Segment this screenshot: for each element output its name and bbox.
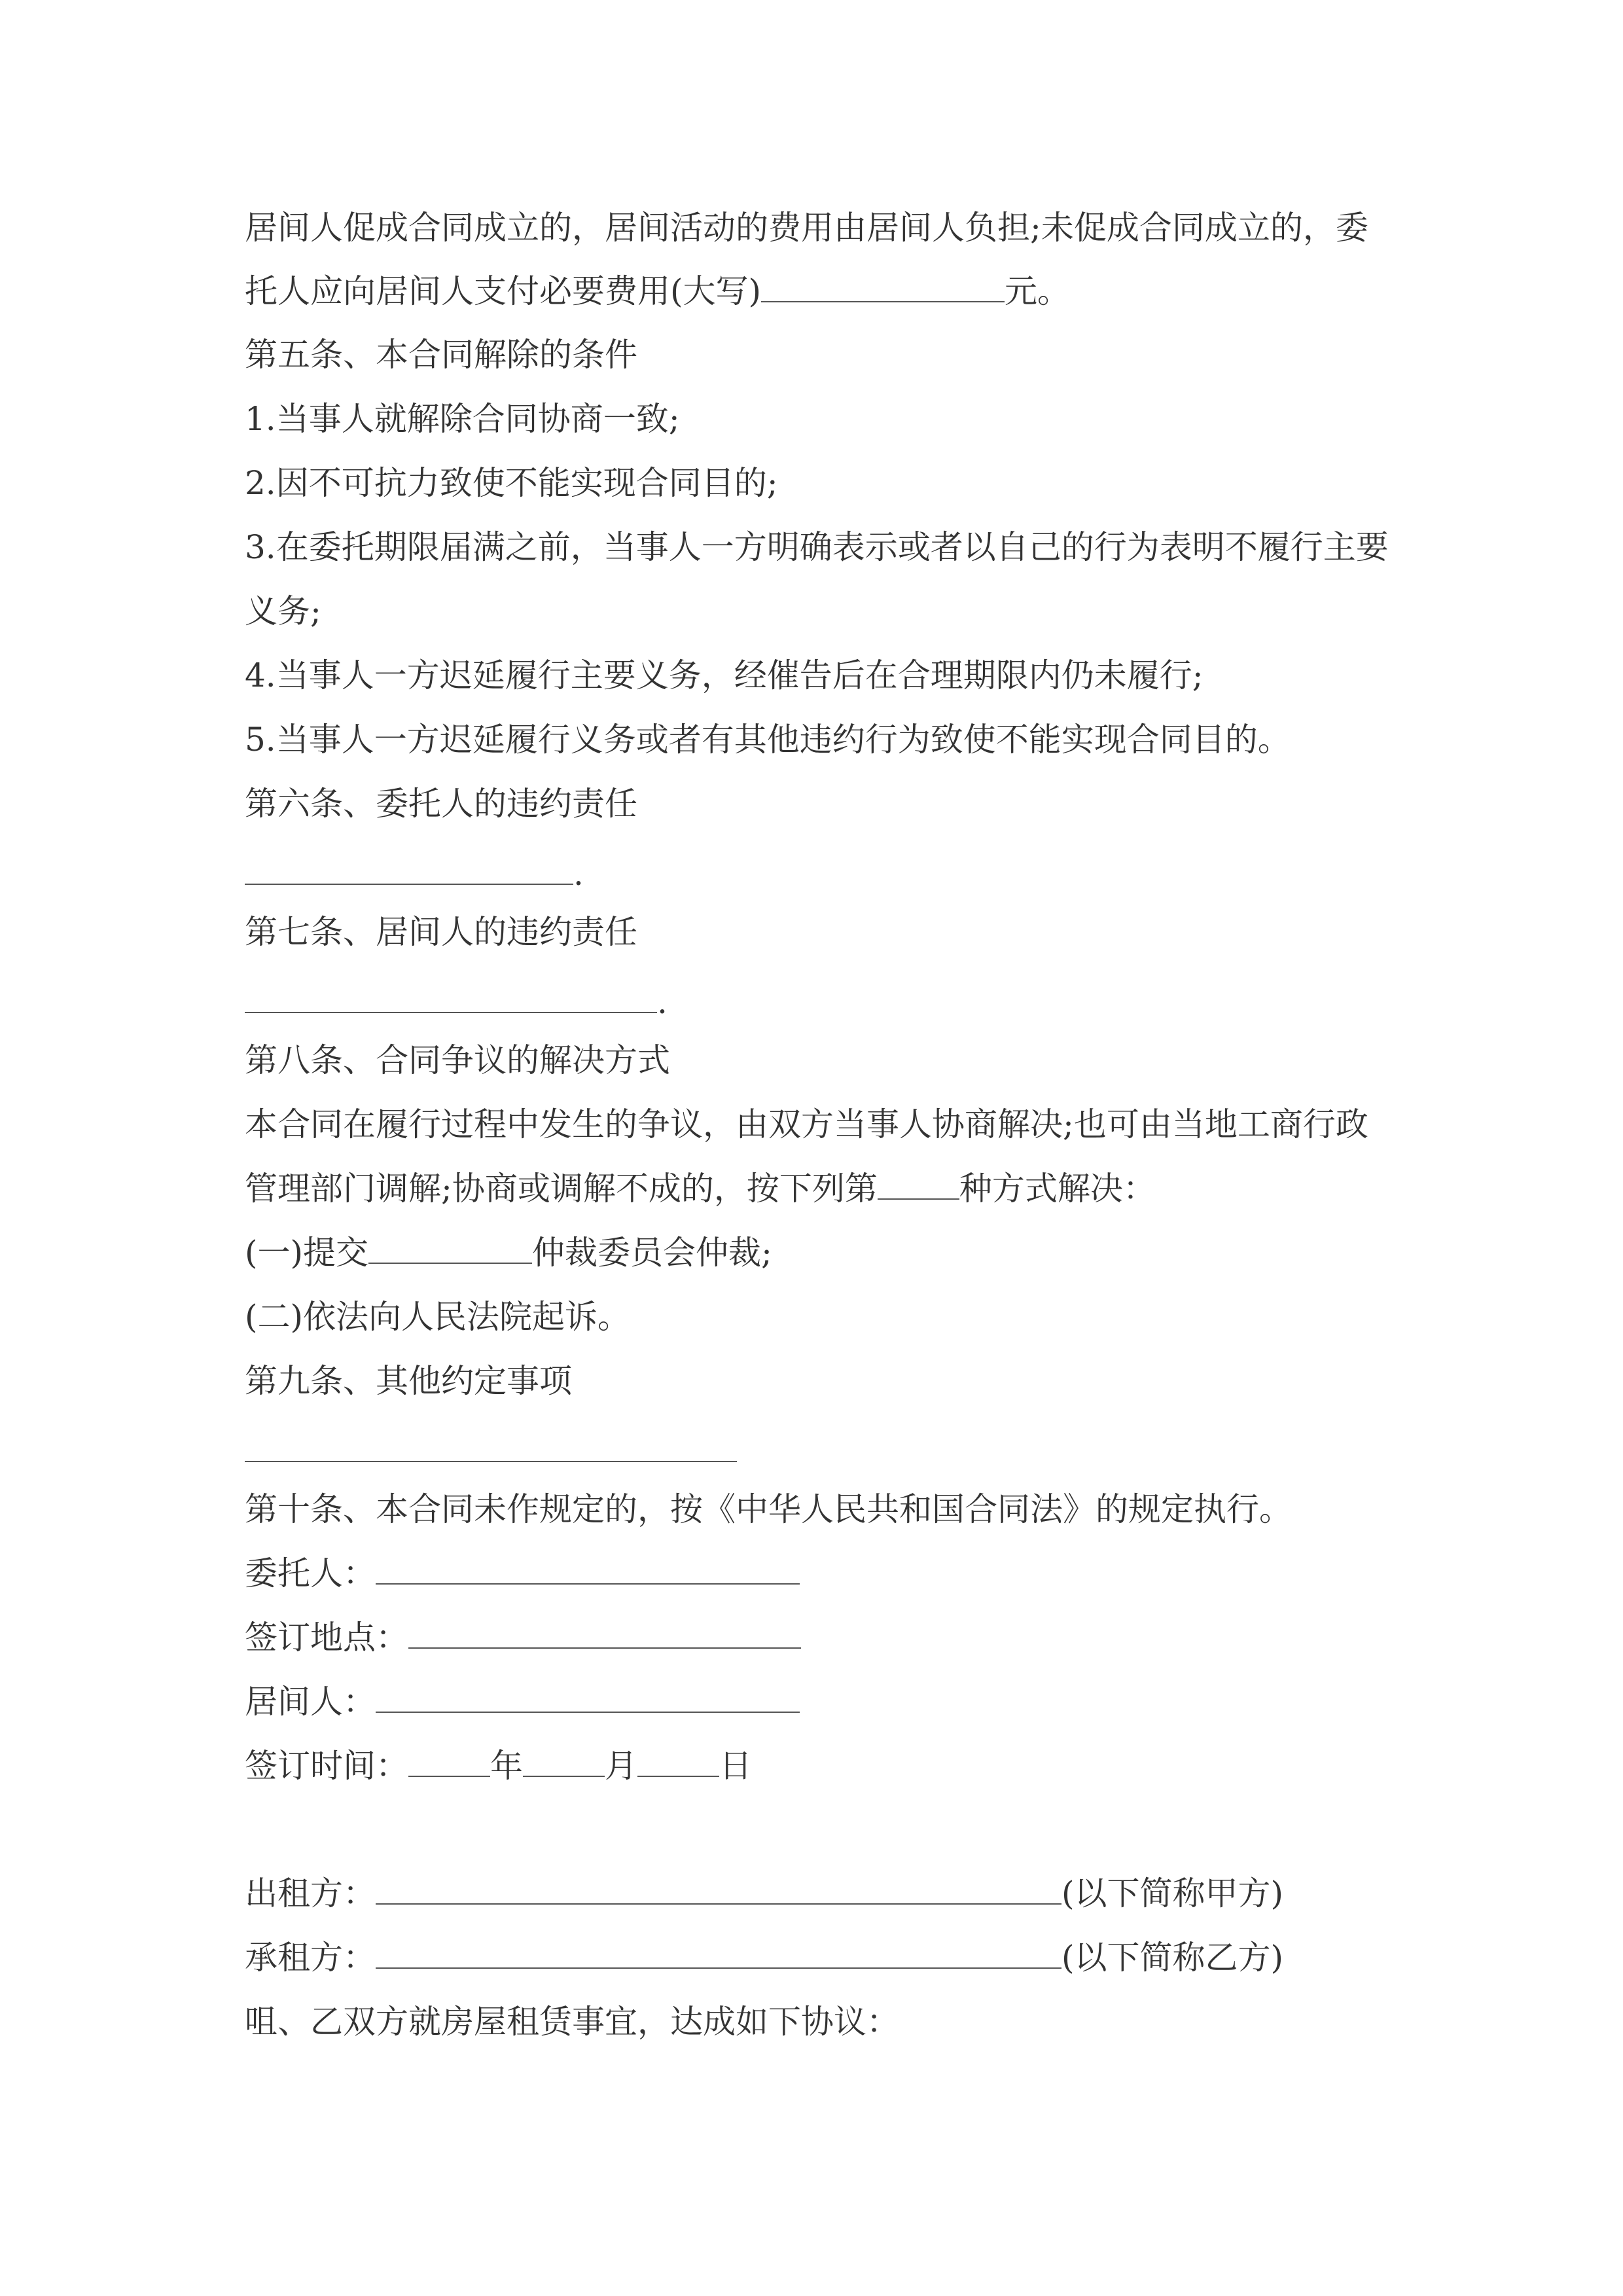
arbitration-committee-blank[interactable] <box>368 1234 532 1264</box>
article-8-paragraph-line1: 本合同在履行过程中发生的争议，由双方当事人协商解决;也可由当地工商行政 <box>245 1105 1368 1143</box>
article-8-title: 第八条、合同争议的解决方式 <box>245 1041 670 1079</box>
signing-time-line <box>245 1746 752 1785</box>
broker-label: 居间人： <box>245 1683 376 1721</box>
article-6-blank[interactable] <box>245 848 573 885</box>
lessee-label: 承租方： <box>245 1939 376 1977</box>
article-7-period: . <box>657 983 668 1021</box>
fee-unit: 元。 <box>1005 272 1071 310</box>
article-7-blank-line <box>245 977 668 1022</box>
article-5-item-3-line2: 义务; <box>245 592 321 630</box>
article-5-item-1: 1.当事人就解除合同协商一致; <box>245 400 680 438</box>
day-label: 日 <box>719 1747 752 1785</box>
lessor-blank[interactable] <box>376 1874 1061 1905</box>
client-blank[interactable] <box>376 1554 800 1585</box>
broker-signature-line <box>245 1682 800 1721</box>
lessor-line <box>245 1874 1283 1913</box>
article-5-item-5: 5.当事人一方迟延履行义务或者有其他违约行为致使不能实现合同目的。 <box>245 721 1291 759</box>
client-signature-line <box>245 1554 800 1593</box>
year-label: 年 <box>490 1747 523 1785</box>
option-1-suffix: 仲裁委员会仲裁; <box>532 1234 772 1272</box>
lessee-note: (以下简称乙方) <box>1061 1939 1284 1977</box>
article-5-item-3-line1: 3.在委托期限届满之前，当事人一方明确表示或者以自己的行为表明不履行主要 <box>245 528 1389 566</box>
month-label: 月 <box>605 1747 637 1785</box>
option-1-label: (一)提交 <box>245 1234 369 1272</box>
signing-place-line <box>245 1618 801 1657</box>
fee-label: 托人应向居间人支付必要费用(大写) <box>245 272 762 310</box>
article-6-period: . <box>573 855 584 893</box>
article-5-item-4: 4.当事人一方迟延履行主要义务，经催告后在合理期限内仍未履行; <box>245 656 1204 694</box>
article-9-title: 第九条、其他约定事项 <box>245 1362 572 1400</box>
broker-blank[interactable] <box>376 1683 800 1713</box>
article-5-title: 第五条、本合同解除的条件 <box>245 336 637 374</box>
article-6-blank-line <box>245 848 584 893</box>
article-8-paragraph-line2 <box>245 1169 1156 1208</box>
dispute-choice-blank[interactable] <box>878 1170 959 1200</box>
article-6-title: 第六条、委托人的违约责任 <box>245 785 637 823</box>
dispute-choice-suffix: 种方式解决： <box>959 1170 1156 1208</box>
month-blank[interactable] <box>523 1747 605 1777</box>
lessee-line <box>245 1938 1283 1977</box>
fee-amount-blank[interactable] <box>761 272 1005 302</box>
day-blank[interactable] <box>637 1747 719 1777</box>
lessor-note: (以下简称甲方) <box>1061 1874 1284 1912</box>
signing-place-label: 签订地点： <box>245 1619 408 1657</box>
client-label: 委托人： <box>245 1554 376 1592</box>
article-9-blank[interactable] <box>245 1426 737 1462</box>
paragraph-fee-line1: 居间人促成合同成立的，居间活动的费用由居间人负担;未促成合同成立的，委 <box>245 209 1368 247</box>
signing-place-blank[interactable] <box>408 1619 801 1649</box>
article-5-item-2: 2.因不可抗力致使不能实现合同目的; <box>245 464 778 502</box>
dispute-choice-label: 管理部门调解;协商或调解不成的，按下列第 <box>245 1170 878 1208</box>
article-10-text: 第十条、本合同未作规定的，按《中华人民共和国合同法》的规定执行。 <box>245 1490 1292 1528</box>
lease-intro: 咀、乙双方就房屋租赁事宜，达成如下协议： <box>245 2003 899 2041</box>
article-8-option-2: (二)依法向人民法院起诉。 <box>245 1298 631 1336</box>
year-blank[interactable] <box>408 1747 490 1777</box>
article-8-option-1 <box>245 1233 772 1272</box>
signing-time-label: 签订时间： <box>245 1747 408 1785</box>
lessee-blank[interactable] <box>376 1939 1061 1969</box>
article-7-title: 第七条、居间人的违约责任 <box>245 913 637 951</box>
article-9-blank-line <box>245 1426 737 1471</box>
lessor-label: 出租方： <box>245 1874 376 1912</box>
paragraph-fee-line2 <box>245 272 1070 311</box>
article-7-blank[interactable] <box>245 977 657 1013</box>
